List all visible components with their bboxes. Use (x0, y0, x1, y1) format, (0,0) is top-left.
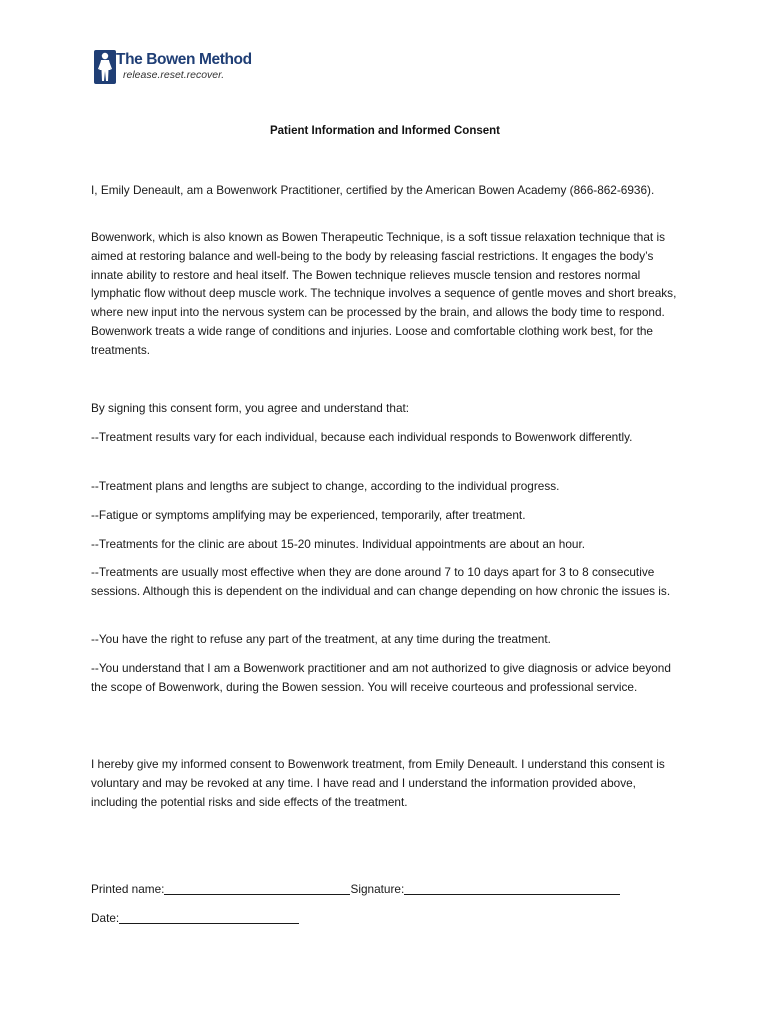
logo-title: The Bowen Method (116, 51, 252, 68)
date-label: Date: (91, 911, 120, 925)
term-item: --Treatments are usually most effective when they are done around 7 to 10 days apart for 3 to 8 consecutive sessions. Although this is dependent on the individual and can change depending on how chronic the issues is. (91, 565, 671, 598)
description-paragraph: Bowenwork, which is also known as Bowen Therapeutic Technique, is a soft tissue relaxation technique that is aimed at restoring balance and well-being to the body by releasing fascial restrictions. It engages the body’s innate ability to restore and heal itself. The Bowen technique relieves muscle tension and restores normal lymphatic flow without deep muscle work. The technique involves a sequence of gentle moves and short breaks, where new input into the nervous system can be processed by the brain, and allows the body time to respond. Bowenwork treats a wide range of conditions and injuries. Loose and comfortable clothing work best, for the treatments. (91, 230, 677, 357)
term-item: --You have the right to refuse any part of the treatment, at any time during the treatment. (91, 632, 551, 646)
signature-field[interactable] (404, 882, 620, 895)
logo-tagline: release.reset.recover. (123, 69, 225, 81)
printed-name-field[interactable] (164, 882, 350, 895)
document-title: Patient Information and Informed Consent (269, 125, 500, 137)
consent-paragraph: I hereby give my informed consent to Bowenwork treatment, from Emily Deneault. I understand this consent is voluntary and may be revoked at any time. I have read and I understand the information provided above, including the potential risks and side effects of the treatment. (91, 757, 665, 809)
intro-paragraph: I, Emily Deneault, am a Bowenwork Practitioner, certified by the American Bowen Academy (866-862-6936). (91, 183, 655, 197)
term-item: --You understand that I am a Bowenwork practitioner and am not authorized to give diagnosis or advice beyond the scope of Bowenwork, during the Bowen session. You will receive courteous and professional service. (91, 661, 671, 694)
term-item: --Treatment results vary for each individual, because each individual responds to Bowenwork differently. (91, 430, 633, 444)
name-signature-row (91, 880, 620, 898)
term-item: --Treatments for the clinic are about 15-20 minutes. Individual appointments are about an hour. (91, 537, 586, 551)
human-figure-logo-icon (94, 50, 116, 84)
term-item: --Fatigue or symptoms amplifying may be experienced, temporarily, after treatment. (91, 508, 526, 522)
bowen-method-logo (94, 50, 252, 86)
date-field[interactable] (119, 911, 299, 924)
signature-label: Signature: (350, 882, 405, 896)
date-row (91, 909, 299, 927)
term-item: --Treatment plans and lengths are subject to change, according to the individual progress. (91, 479, 560, 493)
agreement-intro: By signing this consent form, you agree and understand that: (91, 401, 410, 415)
printed-name-label: Printed name: (91, 882, 165, 896)
